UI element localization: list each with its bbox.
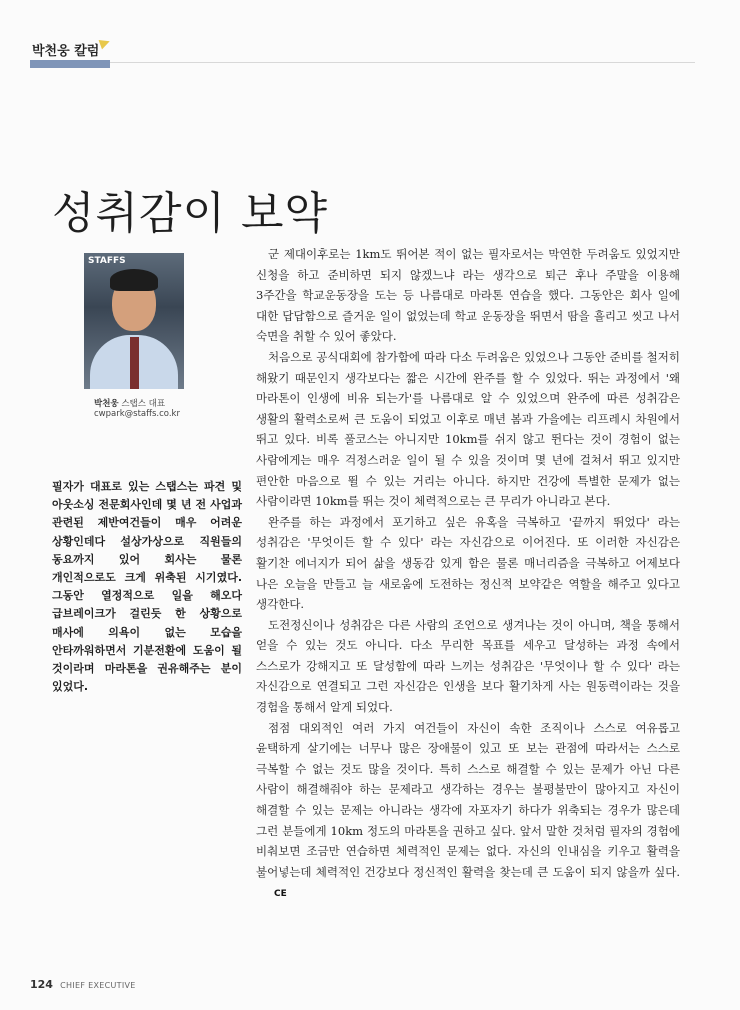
- author-bio: 필자가 대표로 있는 스탭스는 파견 및 아웃소싱 전문회사인데 몇 년 전 사업과 관련된 제반여건들이 매우 어려운 상황인데다 설상가상으로 직원들의 동요까지 있어 회사는 물론 개인적으로도 크게 위축된 시기였다. 그동안 열정적으로 일을 해오다 급브레이크가 걸린듯 한 상황으로 매사에 의욕이 없는 모습을 안타까워하면서 기분전환에 도움이 될 것이라며 마라톤을 권유해주는 분이 있었다.: [52, 480, 242, 694]
- accent-flag-icon: [99, 37, 112, 50]
- page-footer: [30, 978, 136, 991]
- article-headline: 성취감이 보약: [52, 188, 329, 240]
- column-label-bar: [30, 60, 110, 68]
- body-paragraph: 도전정신이나 성취감은 다른 사람의 조언으로 생겨나는 것이 아니며, 책을 통해서 얻을 수 있는 것도 아니다. 다소 무리한 목표를 세우고 달성하는 과정 속에서 스스로가 강해지고 또 달성함에 따라 느끼는 성취감은 '무엇이나 할 수 있다' 라는 자신감으로 연결되고 그런 자신감은 인생을 보다 활기차게 사는 원동력이라는 것을 경험을 통해서 알게 되었다.: [256, 617, 680, 715]
- top-rule: [30, 62, 695, 63]
- author-name: 박천웅: [94, 399, 119, 409]
- author-role: 스탭스 대표: [121, 399, 166, 409]
- body-paragraph-text: 점점 대외적인 여러 가지 여건들이 자신이 속한 조직이나 스스로 여유롭고 윤택하게 살기에는 너무나 많은 장애물이 있고 또 보는 관점에 따라서는 스스로 극복할 수 없는 것도 많을 것이다. 특히 스스로 해결할 수 있는 문제가 아닌 다른 사람이 해결해줘야 하는 문제라고 생각하는 경우는 불평불만이 많아지고 자신이 해결할 수 있는 문제는 아니라는 생각에 자포자기 하다가 위축되는 경우가 많은데 그런 분들에게 10km 정도의 마라톤을 권하고 싶다. 앞서 말한 것처럼 필자의 경험에 비춰보면 조금만 연습하면 체력적인 문제는 없다. 자신의 인내심을 키우고 활력을 불어넣는데 체력적인 건강보다 정신적인 활력을 찾는데 큰 도움이 되지 않을까 싶다.: [256, 720, 680, 879]
- author-caption: [94, 397, 165, 409]
- end-mark: CE: [274, 889, 287, 900]
- author-email: cwpark@staffs.co.kr: [94, 409, 180, 419]
- body-paragraph: 완주를 하는 과정에서 포기하고 싶은 유혹을 극복하고 '끝까지 뛰었다' 라는 성취감은 '무엇이든 할 수 있다' 라는 자신감으로 이어진다. 또 이러한 자신감은 활기찬 에너지가 되어 삶을 생동감 있게 함은 물론 매너리즘을 극복하고 어제보다 나은 오늘을 만들고 늘 새로움에 도전하는 정신적 보약같은 역할을 해주고 있다고 생각한다.: [256, 514, 680, 612]
- body-paragraph: 처음으로 공식대회에 참가함에 따라 다소 두려움은 있었으나 그동안 준비를 철저히 해왔기 때문인지 생각보다는 짧은 시간에 완주를 할 수 있었다. 뛰는 과정에서 '왜 마라톤이 인생에 비유 되는가'를 나름대로 알 수 있었으며 완주에 따른 성취감은 생활의 활력소로써 큰 도움이 되었고 이후로 매년 봄과 가을에는 리프레시 차원에서 뛰고 있다. 비록 풀코스는 아니지만 10km를 쉬지 않고 뛴다는 것이 경험이 없는 사람에게는 매우 걱정스러운 일이 될 수 있을 것이며 몇 년에 걸쳐서 뛰고 있지만 편안한 마음으로 뛸 수 있는 거리는 아니다. 하지만 건강에 특별한 문제가 없는 사람이라면 10km를 뛰는 것이 체력적으로는 큰 무리가 아니라고 본다.: [256, 349, 680, 509]
- magazine-name: CHIEF EXECUTIVE: [60, 981, 136, 990]
- page-number: 124: [30, 978, 53, 991]
- column-label: 박천웅 칼럼: [32, 44, 100, 59]
- photo-hair: [110, 269, 158, 291]
- article-body: [256, 244, 680, 905]
- body-paragraph: 군 제대이후로는 1km도 뛰어본 적이 없는 필자로서는 막연한 두려움도 있었지만 신청을 하고 준비하면 되지 않겠느냐 라는 생각으로 퇴근 후나 주말을 이용해 3주간을 학교운동장을 도는 등 나름대로 마라톤 연습을 했다. 그동안은 회사 일에 대한 답답함으로 즐거운 일이 없었는데 학교 운동장을 뛰면서 땀을 흘리고 씻고 나서 숙면을 취할 수 있어 좋았다.: [256, 247, 680, 344]
- author-photo: [84, 253, 184, 389]
- body-paragraph-last: [256, 718, 680, 905]
- photo-background-sign: STAFFS: [88, 256, 126, 266]
- photo-tie: [130, 337, 139, 389]
